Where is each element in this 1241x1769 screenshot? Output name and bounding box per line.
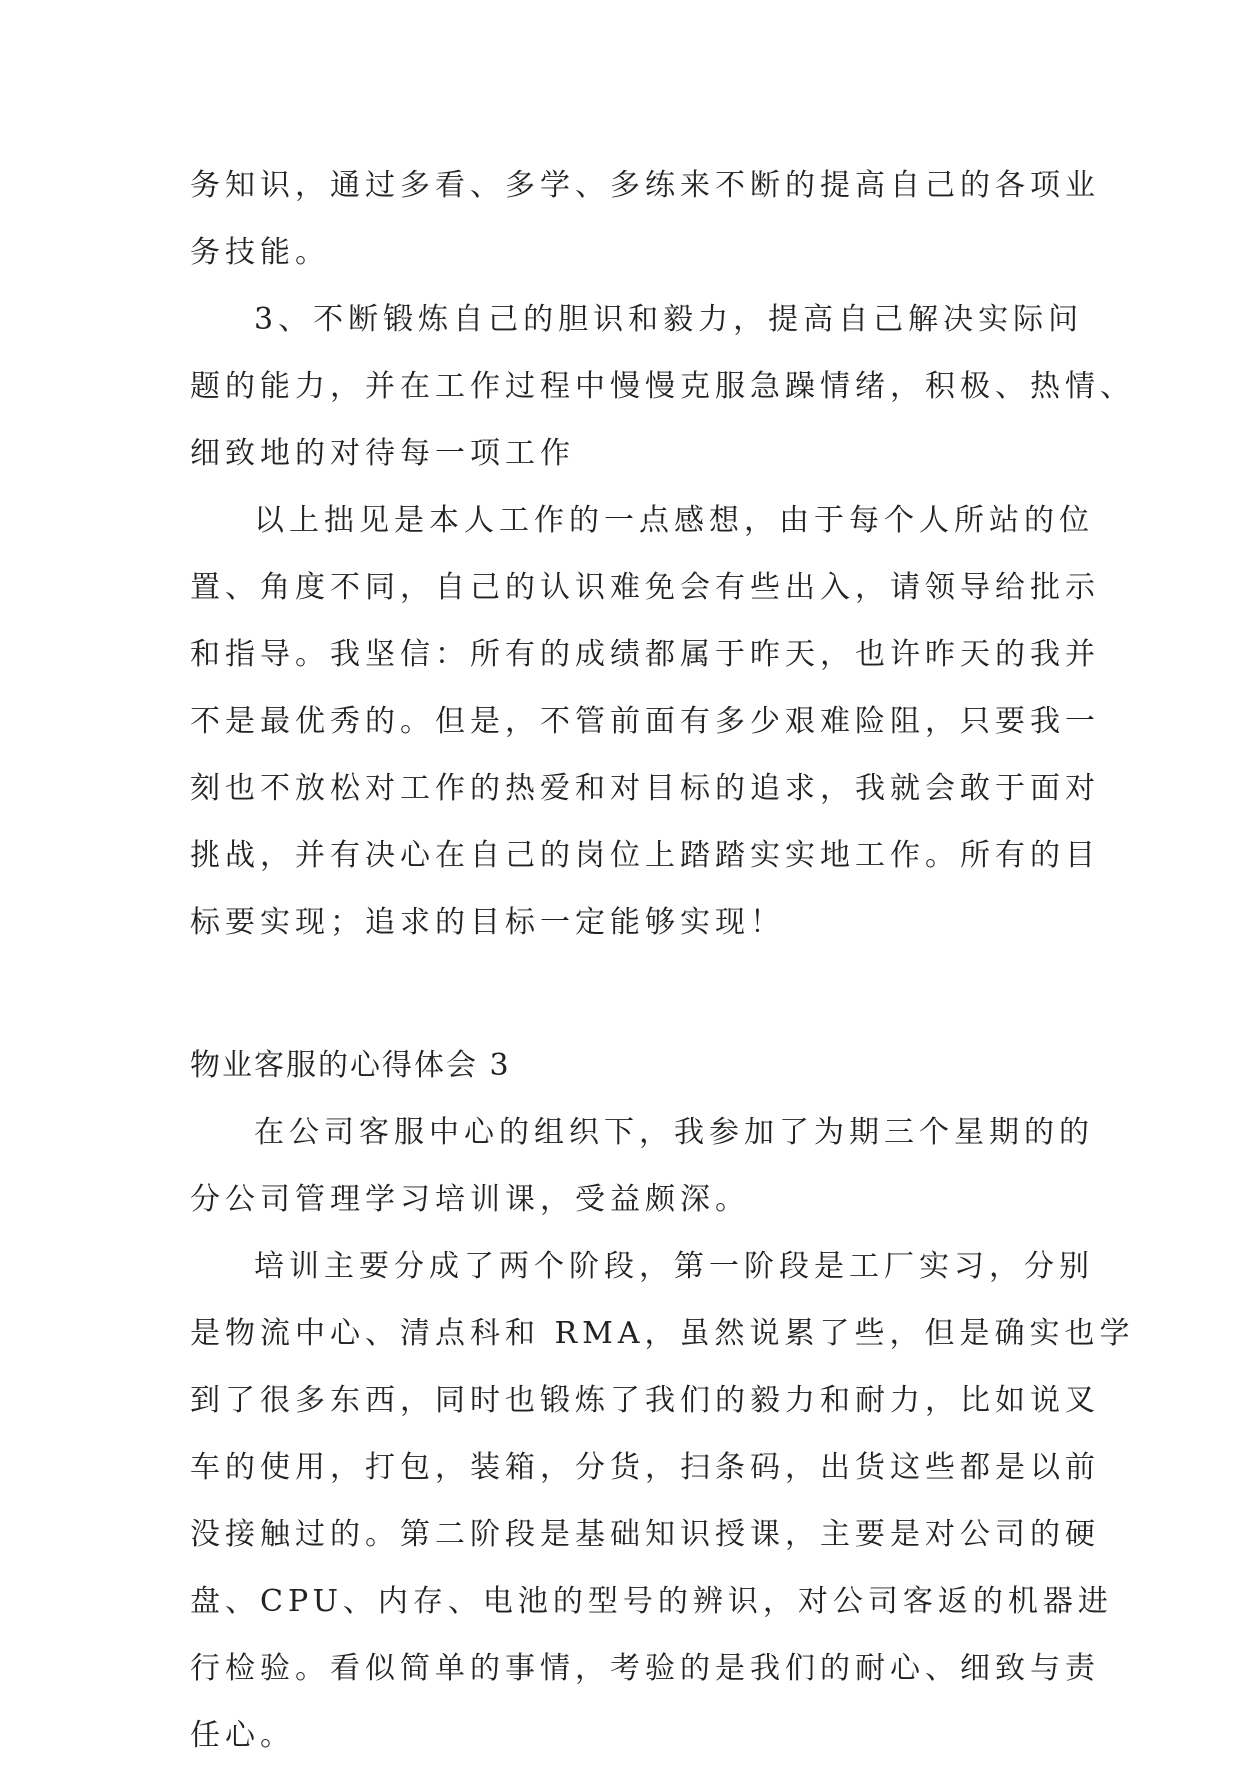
text-line: 车的使用，打包，装箱，分货，扫条码，出货这些都是以前: [190, 1450, 1100, 1485]
paragraph-intro: [190, 1099, 1094, 1233]
paragraph-training: [190, 1233, 1135, 1769]
text-line: 在公司客服中心的组织下，我参加了为期三个星期的的: [254, 1115, 1094, 1150]
section-spacer: [190, 956, 1052, 1032]
text-line: 3、不断锻炼自己的胆识和毅力，提高自己解决实际问: [254, 302, 1084, 337]
text-line: 任心。: [190, 1718, 295, 1753]
text-line: 挑战，并有决心在自己的岗位上踏踏实实地工作。所有的目: [190, 838, 1100, 873]
text-line: 务知识，通过多看、多学、多练来不断的提高自己的各项业: [190, 168, 1100, 203]
text-line: 务技能。: [190, 235, 330, 270]
text-line: 不是最优秀的。但是，不管前面有多少艰难险阻，只要我一: [190, 704, 1100, 739]
text-line: 以上拙见是本人工作的一点感想，由于每个人所站的位: [254, 503, 1094, 538]
text-line: 分公司管理学习培训课，受益颇深。: [190, 1182, 750, 1217]
text-line: 行检验。看似简单的事情，考验的是我们的耐心、细致与责: [190, 1651, 1100, 1686]
text-line: 标要实现；追求的目标一定能够实现！: [190, 905, 785, 940]
text-line: 是物流中心、清点科和 RMA，虽然说累了些，但是确实也学: [190, 1316, 1135, 1351]
text-line: 没接触过的。第二阶段是基础知识授课，主要是对公司的硬: [190, 1517, 1100, 1552]
text-line: 刻也不放松对工作的热爱和对目标的追求，我就会敢于面对: [190, 771, 1100, 806]
text-line: 题的能力，并在工作过程中慢慢克服急躁情绪，积极、热情、: [190, 369, 1135, 404]
text-line: 培训主要分成了两个阶段，第一阶段是工厂实习，分别: [254, 1249, 1094, 1284]
text-line: 细致地的对待每一项工作: [190, 436, 575, 471]
text-line: 置、角度不同，自己的认识难免会有些出入，请领导给批示: [190, 570, 1100, 605]
paragraph-point-3: [190, 286, 1135, 487]
text-line: 盘、CPU、内存、电池的型号的辨识，对公司客返的机器进: [190, 1584, 1113, 1619]
document-body: [190, 152, 1135, 1769]
section-title: 物业客服的心得体会 3: [190, 1048, 511, 1083]
text-line: 到了很多东西，同时也锻炼了我们的毅力和耐力，比如说叉: [190, 1383, 1100, 1418]
paragraph-conclusion: [190, 487, 1100, 956]
text-line: 和指导。我坚信：所有的成绩都属于昨天，也许昨天的我并: [190, 637, 1100, 672]
paragraph-continuation: [190, 152, 1100, 286]
